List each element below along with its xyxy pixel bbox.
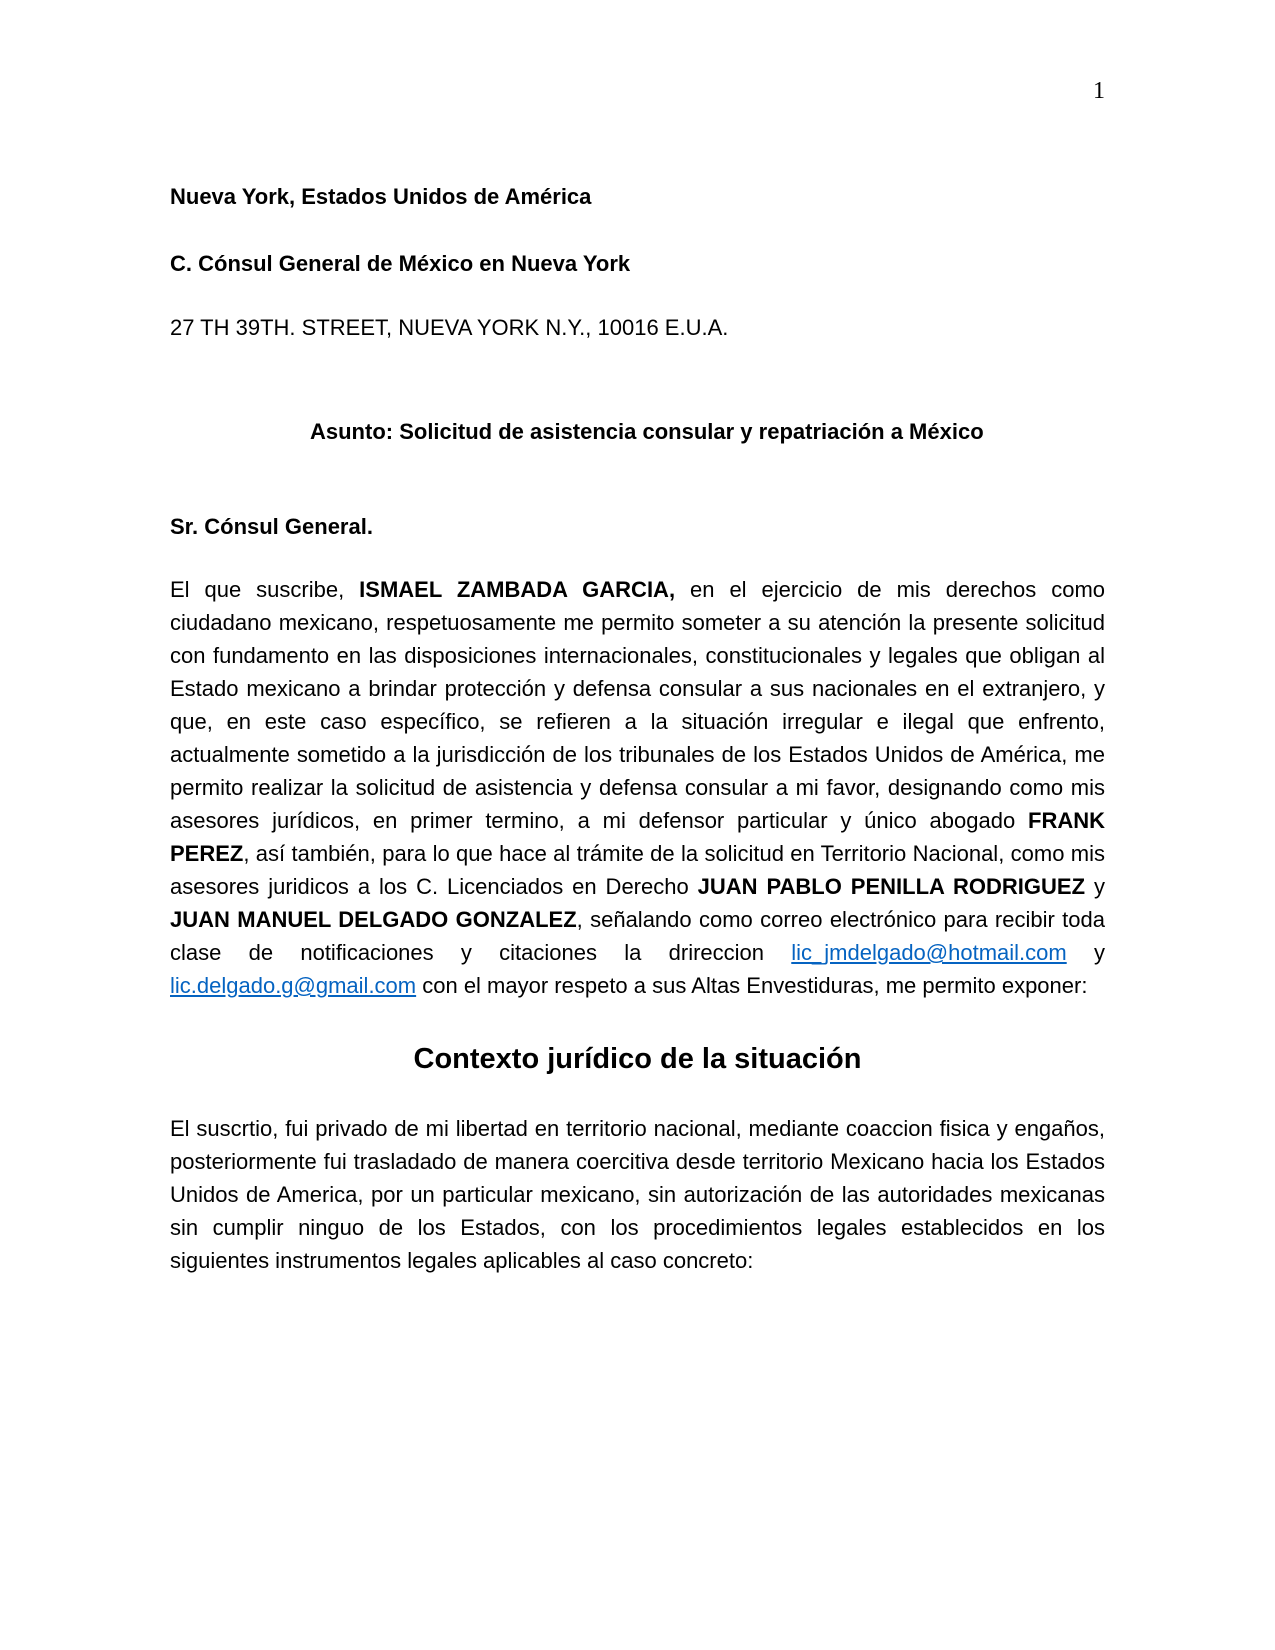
- paragraph1-run-body: en el ejercicio de mis derechos como ciudadano mexicano, respetuosamente me permito someter a su atención la presente solicitud con fundamento en las disposiciones internacionales, constitucionales y legales que obligan al Estado mexicano a brindar protección y defensa consular a sus nacionales en el extranjero, y que, en este caso específico, se refieren a la situación irregular e ilegal que enfrento, actualmente sometido a la jurisdicción de los tribunales de los Estados Unidos de América, me permito realizar la solicitud de asistencia y defensa consular a mi favor, designando como mis asesores jurídicos, en primer termino, a mi defensor particular y único abogado: [170, 577, 1106, 833]
- section-heading: Contexto jurídico de la situación: [413, 1043, 862, 1075]
- paragraph1-run-email-intro: , señalando como correo electrónico para recibir toda clase de notificaciones y citaciones la drireccion: [170, 907, 1105, 965]
- name-frank-perez: FRANK PEREZ: [170, 808, 1105, 866]
- body-paragraph-2: El suscrtio, fui privado de mi libertad en territorio nacional, mediante coaccion fisica y engaños, posteriormente fui trasladado de manera coercitiva desde territorio Mexicano hacia los Estados Unidos de America, por un particular mexicano, sin autorización de las autoridades mexicanas sin cumplir ninguo de los Estados, con los procedimientos legales establecidos en los siguientes instrumentos legales aplicables al caso concreto:: [170, 1116, 1105, 1273]
- recipient-city-line: Nueva York, Estados Unidos de América: [170, 184, 592, 209]
- name-juan-manuel-delgado-gonzalez: JUAN MANUEL DELGADO GONZALEZ: [170, 907, 577, 932]
- body-paragraph-1: [170, 573, 1105, 1002]
- paragraph1-run-advisors: , así también, para lo que hace al trámite de la solicitud en Territorio Nacional, como mis asesores juridicos a los C. Licenciados en Derecho: [170, 841, 1105, 899]
- subject-line: Asunto: Solicitud de asistencia consular y repatriación a México: [310, 419, 984, 444]
- page-header: [170, 75, 1105, 108]
- salutation-line: Sr. Cónsul General.: [170, 514, 373, 539]
- name-ismael-zambada-garcia: ISMAEL ZAMBADA GARCIA,: [359, 577, 676, 602]
- paragraph1-run-closing: con el mayor respeto a sus Altas Envestiduras, me permito exponer:: [416, 973, 1088, 998]
- paragraph1-run-intro: El que suscribe,: [170, 577, 360, 602]
- email-link-hotmail[interactable]: lic_jmdelgado@hotmail.com: [791, 940, 1067, 965]
- recipient-address-line: 27 TH 39TH. STREET, NUEVA YORK N.Y., 10016 E.U.A.: [170, 315, 729, 340]
- paragraph1-run-conjunction-1: y: [1085, 874, 1105, 899]
- email-link-gmail[interactable]: lic.delgado.g@gmail.com: [170, 973, 417, 998]
- name-juan-pablo-penilla-rodriguez: JUAN PABLO PENILLA RODRIGUEZ: [697, 874, 1086, 899]
- recipient-title-line: C. Cónsul General de México en Nueva York: [170, 251, 631, 276]
- paragraph1-run-conjunction-2: y: [1066, 940, 1105, 965]
- page-number: 1: [1093, 78, 1105, 104]
